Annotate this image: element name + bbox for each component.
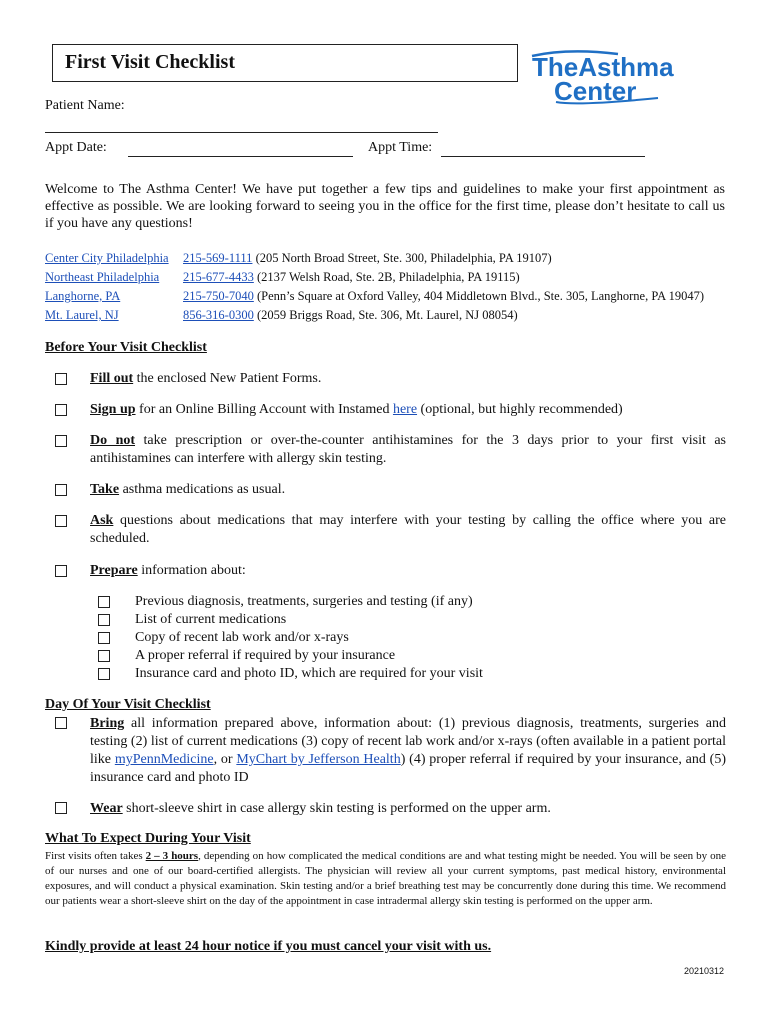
locations-list [45,251,735,327]
appt-date-field[interactable] [128,156,353,157]
document-code: 20210312 [684,966,725,976]
asthma-center-logo [528,46,708,108]
checkbox[interactable] [55,435,67,447]
mypennmedicine-link[interactable]: myPennMedicine [114,752,214,767]
location-address: (205 North Broad Street, Ste. 300, Philadelphia, PA 19107) [252,251,552,265]
location-address: (Penn’s Square at Oxford Valley, 404 Middletown Blvd., Ste. 305, Langhorne, PA 19047) [253,289,705,303]
instamed-link[interactable]: here [392,402,418,417]
checkbox[interactable] [98,614,110,626]
mychart-jefferson-link[interactable]: MyChart by Jefferson Health [236,752,401,767]
before-item-ask: Ask questions about medications that may interfere with your testing by calling the office where you are scheduled. [90,513,726,546]
location-phone[interactable]: 215-569-1111 [183,251,253,265]
before-item-prepare: Prepare information about: [90,563,246,578]
location-address: (2059 Briggs Road, Ste. 306, Mt. Laurel, NJ 08054) [253,308,518,322]
checkbox[interactable] [55,802,67,814]
cancel-notice: Kindly provide at least 24 hour notice if you must cancel your visit with us. [45,939,492,954]
checkbox[interactable] [98,632,110,644]
checkbox[interactable] [55,373,67,385]
prepare-sub-item: Previous diagnosis, treatments, surgeries and testing (if any) [135,594,473,609]
appt-time-label: Appt Time: [368,140,433,155]
patient-name-field[interactable] [45,132,438,133]
appt-date-label: Appt Date: [45,140,107,155]
checkbox[interactable] [98,596,110,608]
location-link[interactable]: Mt. Laurel, NJ [45,308,119,322]
before-item-fill-out: Fill out the enclosed New Patient Forms. [90,371,322,386]
location-row [45,289,735,308]
welcome-paragraph: Welcome to The Asthma Center! We have put together a few tips and guidelines to make your first appointment as effective as possible. We are looking forward to seeing you in the office for the first time, please don’t hesitate to call us if you have any questions! [45,182,725,231]
prepare-sub-item: Insurance card and photo ID, which are required for your visit [135,666,483,681]
location-phone[interactable]: 215-750-7040 [183,289,254,303]
day-of-item-bring: Bring all information prepared above, information about: (1) previous diagnosis, treatments, surgeries and testing (2) list of current medications (3) copy of recent lab work and/or x-rays (often available in a patient portal like myPennMedicine, or MyChart by Jefferson Health) (4) proper referral if required by your insurance, and (5) insurance card and photo ID [90,716,726,785]
location-address: (2137 Welsh Road, Ste. 2B, Philadelphia, PA 19115) [253,270,520,284]
location-phone[interactable]: 215-677-4433 [183,270,254,284]
patient-name-label: Patient Name: [45,98,125,113]
prepare-sub-item: A proper referral if required by your insurance [135,648,396,663]
page-title: First Visit Checklist [52,44,518,82]
before-item-take: Take asthma medications as usual. [90,482,286,497]
before-item-sign-up: Sign up for an Online Billing Account with Instamed here (optional, but highly recommended) [90,402,623,417]
location-row [45,270,735,289]
checkbox[interactable] [55,404,67,416]
before-visit-heading: Before Your Visit Checklist [45,340,207,355]
day-of-item-wear: Wear short-sleeve shirt in case allergy skin testing is performed on the upper arm. [90,801,551,816]
logo-text-line2: Center [554,76,637,106]
prepare-sub-item: Copy of recent lab work and/or x-rays [135,630,349,645]
location-link[interactable]: Langhorne, PA [45,289,121,303]
location-row [45,308,735,327]
checkbox[interactable] [55,565,67,577]
checkbox[interactable] [98,650,110,662]
location-phone[interactable]: 856-316-0300 [183,308,254,322]
location-link[interactable]: Northeast Philadelphia [45,270,160,284]
appt-time-field[interactable] [441,156,645,157]
checkbox[interactable] [98,668,110,680]
day-of-visit-heading: Day Of Your Visit Checklist [45,697,211,712]
prepare-sub-item: List of current medications [135,612,287,627]
checkbox[interactable] [55,717,67,729]
location-row [45,251,735,270]
what-to-expect-paragraph: First visits often takes 2 – 3 hours, depending on how complicated the medical conditions are and what testing might be needed. You will be seen by one of our nurses and one of our board-certified allergists. The physician will review all your current symptoms, past medical history, environmental exposures, and will conduct a physical examination. Skin testing and/or a brief breathing test may be concurrently done during this time. We recommend our patients wear a short-sleeve shirt on the day of the appointment in case intradermal allergy skin testing is performed on the upper arm. [45,850,726,907]
logo-text-line1: TheAsthma [532,52,674,82]
checkbox[interactable] [55,484,67,496]
before-item-do-not: Do not take prescription or over-the-counter antihistamines for the 3 days prior to your first visit as antihistamines can interfere with allergy skin testing. [90,433,726,466]
checkbox[interactable] [55,515,67,527]
location-link[interactable]: Center City Philadelphia [45,251,169,265]
what-to-expect-heading: What To Expect During Your Visit [45,831,251,846]
